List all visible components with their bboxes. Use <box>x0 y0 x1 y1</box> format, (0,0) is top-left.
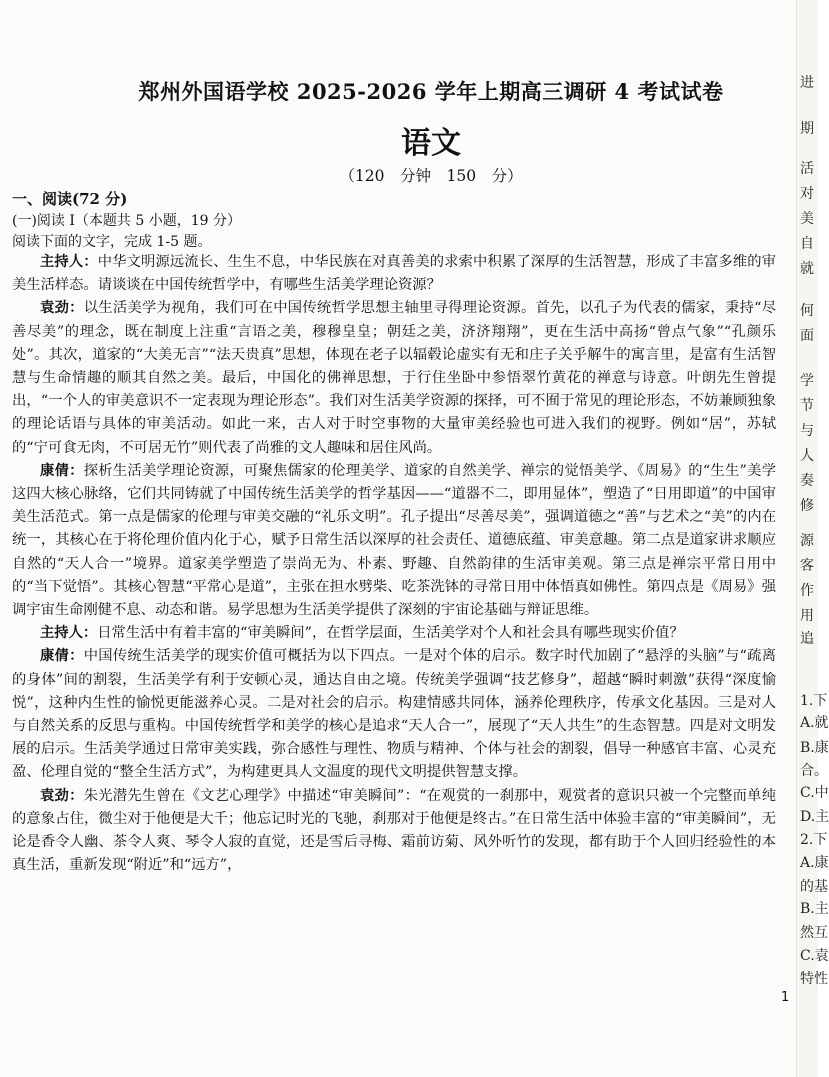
dialogue-paragraph <box>12 460 776 622</box>
side-fragment: 就 <box>800 261 814 277</box>
speaker-name: 主持人： <box>40 625 98 642</box>
side-fragment: 特性 <box>800 971 828 987</box>
side-fragment: 修 <box>800 498 814 514</box>
paragraph-text: 中华文明源远流长、生生不息，中华民族在对真善美的求索中积累了深厚的生活智慧，形成了丰富多维的审美生活样态。请谈谈在中国传统哲学中，有哪些生活美学理论资源？ <box>12 254 777 294</box>
side-fragment: 学 <box>800 373 814 389</box>
side-fragment: 2.下 <box>800 832 828 848</box>
side-fragment: 自 <box>800 236 814 252</box>
side-fragment: 进 <box>800 75 814 91</box>
side-fragment: 追 <box>800 631 814 647</box>
paragraph-text: 中国传统生活美学的现实价值可概括为以下四点。一是对个体的启示。数字时代加剧了“悬浮的头脑”与“疏离的身体”间的割裂，生活美学有利于安顿心灵，通达自由之境。传统美学强调“技艺修身”，超越“瞬时刺激”获得“深度愉悦”，这种内生性的愉悦更能滋养心灵。二是对社会的启示。构建情感共同体，涵养伦理秩序，传承文化基因。三是对人与自然关系的反思与重构。中国传统哲学和美学的核心是追求“天人合一”，展现了“天人共生”的生态智慧。四是对文明发展的启示。生活美学通过日常审美实践，弥合感性与理性、物质与精神、个体与社会的割裂，倡导一种感官丰富、心灵充盈、伦理自觉的“整全生活方式”，为构建更具人文温度的现代文明提供智慧支撑。 <box>12 648 776 781</box>
side-fragment: C.袁 <box>800 948 829 964</box>
dialogue-paragraph <box>12 785 776 878</box>
time-and-score: （120 分钟 150 分） <box>339 167 523 185</box>
speaker-name: 袁劲： <box>40 300 84 317</box>
dialogue-paragraph <box>12 297 776 459</box>
side-fragment: 何 <box>800 303 814 319</box>
side-fragment: 然互 <box>800 925 828 941</box>
dialogue-paragraph <box>12 251 776 297</box>
paragraph-text: 探析生活美学理论资源，可聚焦儒家的伦理美学、道家的自然美学、禅宗的觉悟美学、《周易》的“生生”美学这四大核心脉络，它们共同铸就了中国传统生活美学的哲学基因——“道器不二，即用显体”，塑造了“日用即道”的中国审美生活范式。第一点是儒家的伦理与审美交融的“礼乐文明”。孔子提出“尽善尽美”，强调道德之“善”与艺术之“美”的内在统一，其核心在于将伦理价值内化于心，赋予日常生活以深厚的社会责任、道德底蕴、审美意趣。第二点是道家讲求顺应自然的“天人合一”境界。道家美学塑造了崇尚无为、朴素、野趣、自然韵律的生活审美观。第三点是禅宗平常日用中的“当下觉悟”。其核心智慧“平常心是道”，主张在担水劈柴、吃茶洗钵的寻常日用中体悟真如佛性。第四点是《周易》强调宇宙生命刚健不息、动态和谐。易学思想为生活美学提供了深刻的宇宙论基础与辩证思维。 <box>12 462 777 619</box>
side-fragment: C.中 <box>800 785 829 801</box>
side-fragment: 美 <box>800 211 814 227</box>
section-heading: 一、阅读(72 分) <box>12 190 128 208</box>
side-fragment: 期 <box>800 121 814 137</box>
speaker-name: 袁劲： <box>40 787 84 804</box>
reading-instruction: 阅读下面的文字，完成 1-5 题。 <box>12 234 212 250</box>
side-fragment: 合。 <box>800 763 828 779</box>
exam-title: 郑州外国语学校 2025-2026 学年上期高三调研 4 考试试卷 <box>138 79 724 104</box>
speaker-name: 主持人： <box>40 254 98 270</box>
side-fragment: 面 <box>800 328 814 344</box>
side-fragment: 客 <box>800 558 814 574</box>
side-fragment: 节 <box>800 398 814 414</box>
paragraph-text: 朱光潜先生曾在《文艺心理学》中描述“审美瞬间”：“在观赏的一刹那中，观赏者的意识只被一个完整而单纯的意象占住，微尘对于他便是大千；他忘记时光的飞驰，刹那对于他便是终古。”在日常生活中体验丰富的“审美瞬间”，无论是香令人幽、茶令人爽、琴令人寂的直觉，还是雪后寻梅、霜前访菊、风外听竹的发现，都有助于个人回归经验性的本真生活，重新发现“附近”和“远方”， <box>12 787 776 874</box>
side-fragment: 用 <box>800 608 814 624</box>
side-fragment: 活 <box>800 161 814 177</box>
side-fragment: 1.下 <box>800 693 828 709</box>
side-fragment: B.主 <box>800 901 829 917</box>
paragraph-text: 日常生活中有着丰富的“审美瞬间”，在哲学层面，生活美学对个人和社会具有哪些现实价值？ <box>97 625 684 642</box>
paragraph-text: 以生活美学为视角，我们可在中国传统哲学思想主轴里寻得理论资源。首先，以孔子为代表的儒家，秉持“尽善尽美”的理念，既在制度上注重“言语之美，穆穆皇皇；朝廷之美，济济翔翔”，更在生活中高扬“曾点气象”“孔颜乐处”。其次，道家的“大美无言”“法天贵真”思想，体现在老子以辐毂论虚实有无和庄子关乎解牛的寓言里，是富有生活智慧与生命情趣的顺其自然之美。最后，中国化的佛禅思想，于行住坐卧中参悟翠竹黄花的禅意与诗意。叶朗先生曾提出，“一个人的审美意识不一定表现为理论形态”。我们对生活美学资源的探择，可不囿于常见的理论形态，不妨兼顾独象的理论话语与具体的审美活动。如此一来，古人对于时空事物的大量审美经验也可进入我们的视野。例如“居”，苏轼的“宁可食无肉，不可居无竹”则代表了尚雅的文人趣味和居住风尚。 <box>12 300 777 456</box>
subject-title: 语文 <box>401 126 461 161</box>
side-fragment: A.就 <box>800 715 829 731</box>
speaker-name: 康倩： <box>40 648 84 665</box>
side-fragment: 的基 <box>800 879 828 895</box>
subsection-heading: (一)阅读 I（本题共 5 小题，19 分） <box>12 213 241 229</box>
side-fragment: 源 <box>800 533 814 549</box>
main-column <box>12 76 777 877</box>
page-number: 1 <box>781 990 790 1005</box>
dialogue-paragraph <box>12 645 776 784</box>
adjacent-page-edge <box>796 0 829 1077</box>
side-fragment: 对 <box>800 186 814 202</box>
speaker-name: 康倩： <box>40 462 84 479</box>
side-fragment: 作 <box>800 583 814 599</box>
side-fragment: B.康 <box>800 740 829 756</box>
side-fragment: 与 <box>800 423 814 439</box>
dialogue-paragraph <box>12 622 776 645</box>
dialogue-text <box>12 251 776 877</box>
side-fragment: A.康 <box>800 855 829 871</box>
side-fragment: 人 <box>800 448 814 464</box>
side-fragment: 奏 <box>800 473 814 489</box>
side-fragment: D.主 <box>800 809 829 825</box>
